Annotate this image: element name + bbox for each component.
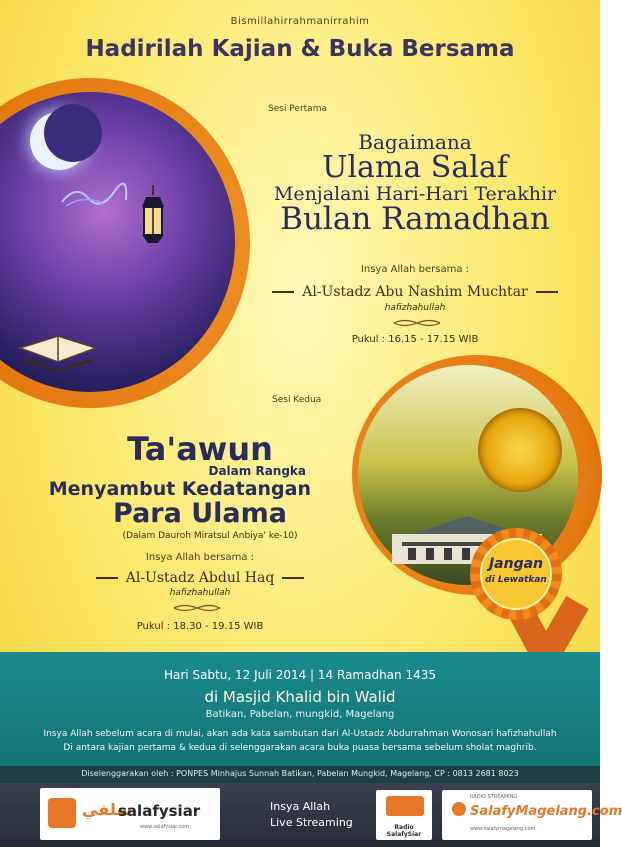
session1-speaker	[250, 284, 580, 300]
session1-speaker-name: Al-Ustadz Abu Nashim Muchtar	[302, 284, 528, 300]
live-label-line2: Live Streaming	[270, 816, 353, 829]
session1-time: Pukul : 16.15 - 17.15 WIB	[351, 334, 479, 345]
session2-speaker-name: Al-Ustadz Abdul Haq	[125, 570, 275, 586]
calligraphy-decoration	[58, 180, 128, 210]
session2-title-line1: Ta'awun	[127, 430, 273, 468]
salafysiar-url: www.salafysiar.com	[140, 824, 190, 830]
salafymagelang-url: www.salafymagelang.com	[470, 826, 536, 832]
event-venue: di Masjid Khalid bin Walid	[204, 688, 396, 706]
salafymagelang-top: RADIO STREAMING	[470, 794, 518, 800]
session1-title-line2: Ulama Salaf	[322, 150, 508, 185]
divider-left	[272, 291, 294, 293]
salafysiar-arabic: سلفي	[82, 800, 132, 819]
session1-title-line1: Bagaimana	[358, 130, 472, 154]
session2-title-line2: Dalam Rangka	[208, 464, 306, 478]
headphone-icon	[452, 802, 466, 816]
event-note-1: Insya Allah sebelum acara di mulai, akan ada kata sambutan dari Al-Ustadz Abdurrahman Wonosari hafizhahullah	[43, 729, 557, 739]
ornament-icon	[392, 318, 442, 328]
badge-text-line1: Jangan	[488, 556, 544, 572]
quran-book-icon	[18, 318, 98, 372]
flower-icon	[478, 408, 562, 492]
session2-title-line4: Para Ulama	[113, 498, 287, 529]
organizer-text: Diselenggarakan oleh : PONPES Minhajus Sunnah Batikan, Pabelan Mungkid, Magelang, CP : 0813 2681 8023	[81, 769, 519, 778]
live-label-line1: Insya Allah	[270, 800, 331, 813]
event-date: Hari Sabtu, 12 Juli 2014 | 14 Ramadhan 1435	[164, 668, 436, 682]
session2-honorific: hafizhahullah	[169, 588, 231, 598]
session1-title-line4: Bulan Ramadhan	[280, 201, 550, 237]
session2-title-line3: Menyambut Kedatangan	[48, 478, 311, 500]
session2-speaker	[40, 570, 360, 586]
session1-label: Sesi Pertama	[268, 104, 327, 114]
page-title: Hadirilah Kajian & Buka Bersama	[85, 36, 515, 62]
ornament-icon	[172, 603, 222, 613]
session2-with-label: Insya Allah bersama :	[145, 552, 255, 563]
radio-icon	[386, 796, 424, 816]
badge-text-line2: di Lewatkan	[485, 575, 547, 585]
session1-honorific: hafizhahullah	[384, 303, 446, 313]
divider-right	[282, 577, 304, 579]
bismillah: Bismillahirrahmanirrahim	[230, 16, 370, 27]
salafysiar-name: salafysiar	[118, 802, 201, 820]
lantern-icon	[138, 185, 168, 247]
session2-time: Pukul : 18.30 - 19.15 WIB	[136, 621, 264, 632]
event-address: Batikan, Pabelan, mungkid, Magelang	[205, 709, 395, 720]
session2-label: Sesi Kedua	[272, 395, 322, 405]
divider-left	[96, 577, 118, 579]
session1-title-line3: Menjalani Hari-Hari Terakhir	[273, 183, 557, 205]
crescent-moon-shadow	[44, 104, 102, 162]
wifi-icon	[48, 798, 76, 828]
divider-right	[536, 291, 558, 293]
session1-with-label: Insya Allah bersama :	[360, 264, 470, 275]
session2-series: (Dalam Dauroh Miratsul Anbiya' ke-10)	[122, 531, 298, 541]
badge-center	[480, 538, 552, 610]
radio-salafysiar-text: Radio SalafySiar	[386, 824, 422, 838]
salafymagelang-name: SalafyMagelang.com	[470, 804, 622, 819]
event-note-2: Di antara kajian pertama & kedua di selenggarakan acara buka puasa bersama sebelum sholat maghrib.	[63, 743, 537, 753]
